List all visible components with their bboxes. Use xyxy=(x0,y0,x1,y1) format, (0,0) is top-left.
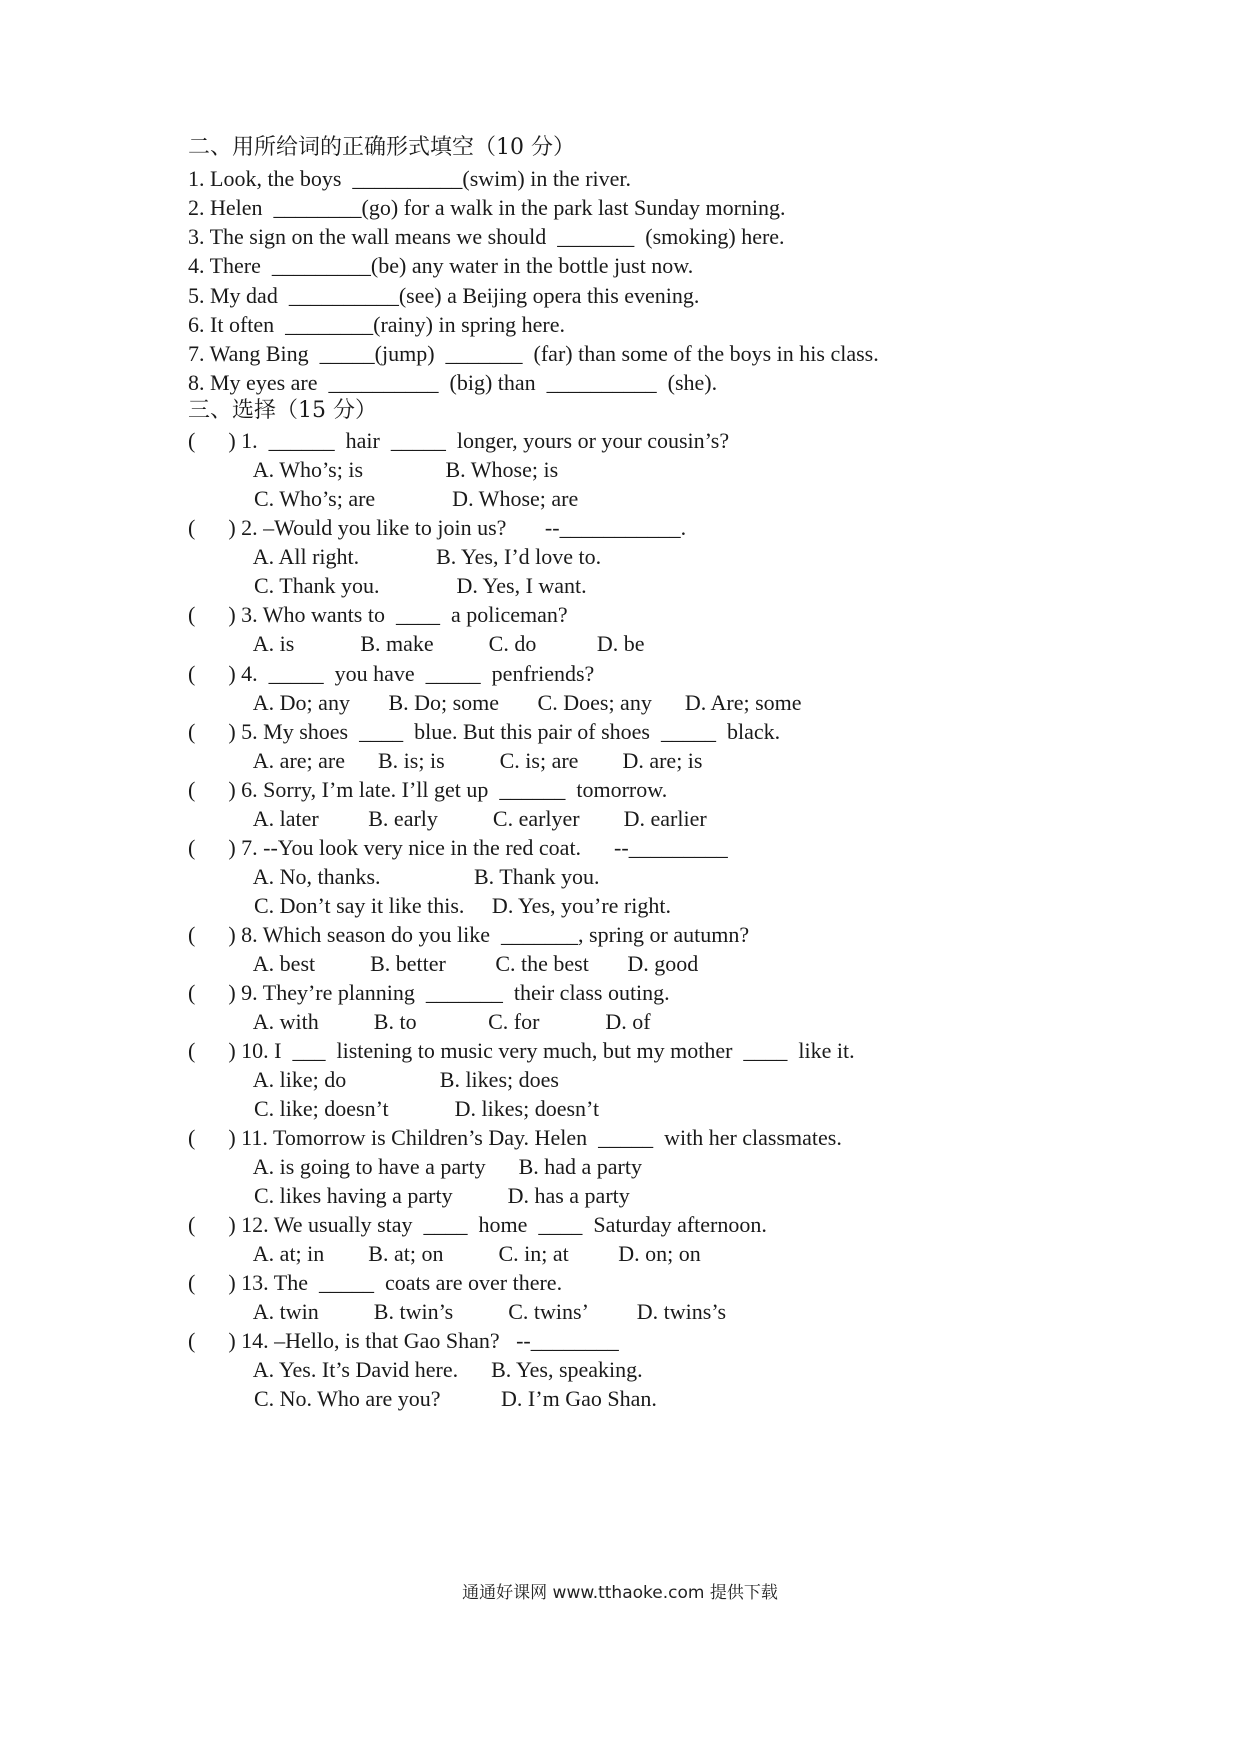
mc-q5-options: A. are; are B. is; is C. is; are D. are; is xyxy=(188,748,703,773)
mc-q14-options-ab: A. Yes. It’s David here. B. Yes, speaking. xyxy=(188,1357,643,1382)
mc-q7-options-cd: C. Don’t say it like this. D. Yes, you’re right. xyxy=(188,893,671,918)
mc-q10: ( ) 10. I ___ listening to music very much, but my mother ____ like it. xyxy=(188,1038,855,1063)
mc-q6-options: A. later B. early C. earlyer D. earlier xyxy=(188,806,707,831)
mc-q1-options-cd: C. Who’s; are D. Whose; are xyxy=(188,486,579,511)
mc-q7: ( ) 7. --You look very nice in the red coat. --_________ xyxy=(188,835,728,860)
mc-q8: ( ) 8. Which season do you like _______, spring or autumn? xyxy=(188,922,750,947)
mc-q9: ( ) 9. They’re planning _______ their class outing. xyxy=(188,980,670,1005)
section-2-title: 二、用所给词的正确形式填空（10 分） xyxy=(188,135,575,160)
mc-q12-options: A. at; in B. at; on C. in; at D. on; on xyxy=(188,1241,701,1266)
mc-q3-options: A. is B. make C. do D. be xyxy=(188,631,645,656)
fill-item-1: 1. Look, the boys __________(swim) in the river. xyxy=(188,166,632,191)
mc-q11-options-cd: C. likes having a party D. has a party xyxy=(188,1183,630,1208)
mc-q11-options-ab: A. is going to have a party B. had a party xyxy=(188,1154,642,1179)
mc-q12: ( ) 12. We usually stay ____ home ____ Saturday afternoon. xyxy=(188,1212,767,1237)
mc-q14: ( ) 14. –Hello, is that Gao Shan? --________ xyxy=(188,1328,619,1353)
mc-q13: ( ) 13. The _____ coats are over there. xyxy=(188,1270,563,1295)
mc-q1: ( ) 1. ______ hair _____ longer, yours or your cousin’s? xyxy=(188,428,730,453)
mc-q2: ( ) 2. –Would you like to join us? --___________. xyxy=(188,515,687,540)
mc-q13-options: A. twin B. twin’s C. twins’ D. twins’s xyxy=(188,1299,727,1324)
mc-q2-options-cd: C. Thank you. D. Yes, I want. xyxy=(188,573,587,598)
mc-q14-options-cd: C. No. Who are you? D. I’m Gao Shan. xyxy=(188,1386,657,1411)
mc-q5: ( ) 5. My shoes ____ blue. But this pair of shoes _____ black. xyxy=(188,719,781,744)
mc-q11: ( ) 11. Tomorrow is Children’s Day. Helen _____ with her classmates. xyxy=(188,1125,842,1150)
fill-item-3: 3. The sign on the wall means we should _______ (smoking) here. xyxy=(188,224,785,249)
fill-item-7: 7. Wang Bing _____(jump) _______ (far) than some of the boys in his class. xyxy=(188,341,879,366)
mc-q4: ( ) 4. _____ you have _____ penfriends? xyxy=(188,661,595,686)
mc-q7-options-ab: A. No, thanks. B. Thank you. xyxy=(188,864,600,889)
mc-q2-options-ab: A. All right. B. Yes, I’d love to. xyxy=(188,544,602,569)
mc-q10-options-ab: A. like; do B. likes; does xyxy=(188,1067,559,1092)
fill-item-6: 6. It often ________(rainy) in spring here. xyxy=(188,312,565,337)
mc-q10-options-cd: C. like; doesn’t D. likes; doesn’t xyxy=(188,1096,600,1121)
mc-q8-options: A. best B. better C. the best D. good xyxy=(188,951,699,976)
mc-q6: ( ) 6. Sorry, I’m late. I’ll get up ______ tomorrow. xyxy=(188,777,668,802)
mc-q9-options: A. with B. to C. for D. of xyxy=(188,1009,651,1034)
footer-source: 通通好课网 www.tthaoke.com 提供下载 xyxy=(462,1583,778,1603)
fill-item-2: 2. Helen ________(go) for a walk in the park last Sunday morning. xyxy=(188,195,786,220)
section-3-title: 三、选择（15 分） xyxy=(188,398,377,423)
mc-q1-options-ab: A. Who’s; is B. Whose; is xyxy=(188,457,559,482)
fill-item-5: 5. My dad __________(see) a Beijing opera this evening. xyxy=(188,283,700,308)
mc-q3: ( ) 3. Who wants to ____ a policeman? xyxy=(188,602,568,627)
mc-q4-options: A. Do; any B. Do; some C. Does; any D. Are; some xyxy=(188,690,802,715)
fill-item-4: 4. There _________(be) any water in the bottle just now. xyxy=(188,253,694,278)
fill-item-8: 8. My eyes are __________ (big) than __________ (she). xyxy=(188,370,718,395)
